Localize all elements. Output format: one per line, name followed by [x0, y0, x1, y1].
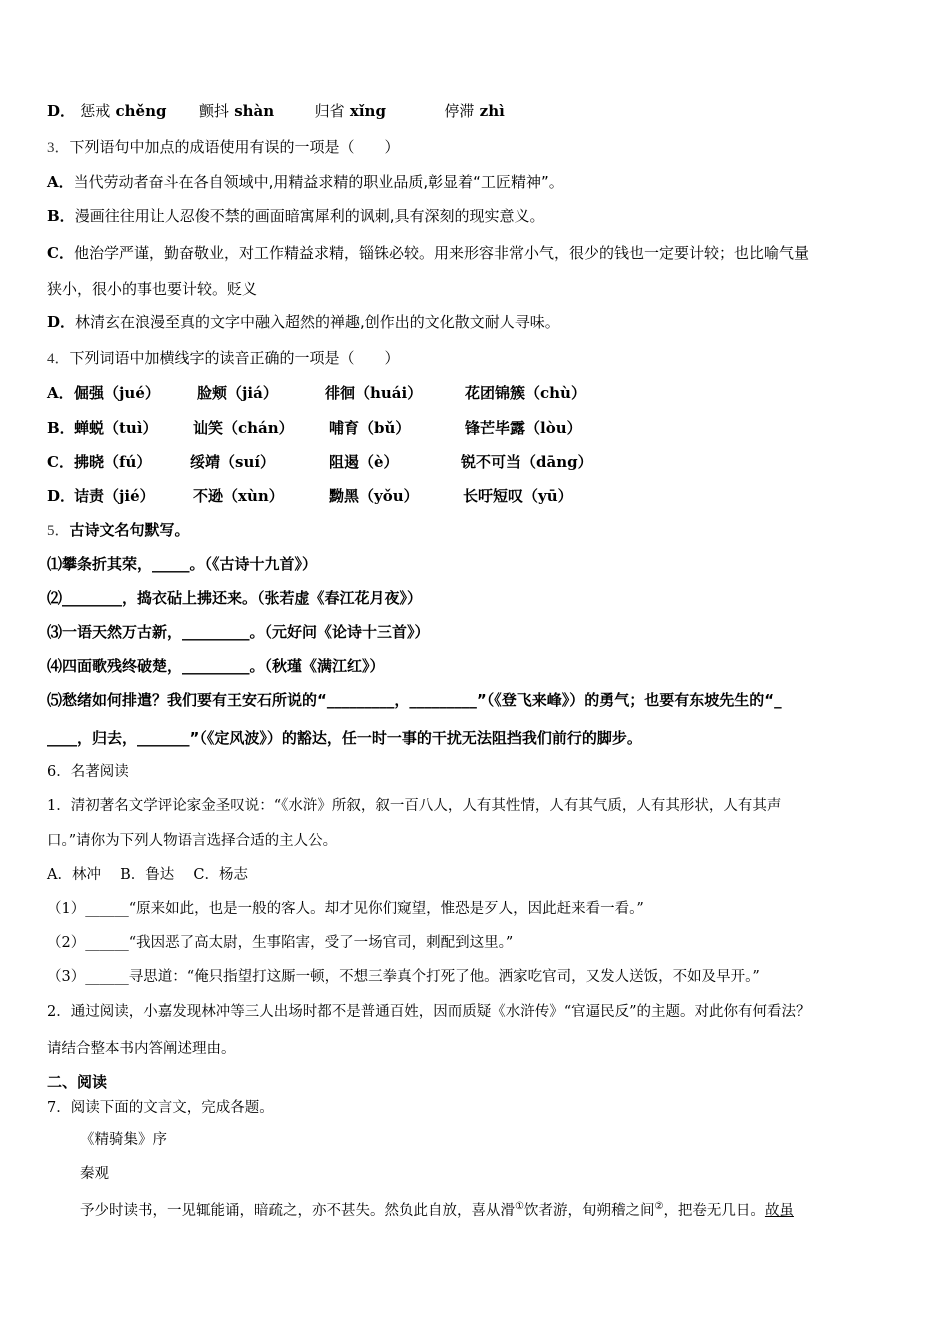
q5-item-1: ⑴攀条折其荣，_____。（《古诗十九首》） — [47, 555, 318, 573]
q4-option-a[interactable]: A． 倔强（jué） 脸颊（jiá） 徘徊（huái） 花团锦簇（chù） — [47, 384, 586, 402]
q4-option-d[interactable]: D． 诘责（jié） 不逊（xùn） 黝黑（yǒu） 长吁短叹（yū） — [47, 487, 573, 505]
q3-option-c-continued: 狭小，很小的事也要计较。贬义 — [47, 280, 258, 298]
q6-quote-3: （3）______寻思道：“俺只指望打这厮一顿，不想三拳真个打死了他。洒家吃官司，又发人送饭，不如及早开。” — [47, 969, 760, 985]
q4-option-b[interactable]: B． 蝉蜕（tuì） 讪笑（chán） 哺育（bǔ） 锋芒毕露（lòu） — [47, 419, 582, 437]
q5-item-3: ⑶一语天然万古新，_________。（元好问《论诗十三首》） — [47, 623, 430, 641]
footnote-1: ① — [515, 1201, 524, 1212]
q5-item-2: ⑵________，捣衣砧上拂还来。（张若虚《春江花月夜》） — [47, 589, 423, 607]
q6-sub1-line1: 1．清初著名文学评论家金圣叹说：“《水浒》所叙，叙一百八人，人有其性情，人有其气质，人有其形状，人有其声 — [47, 798, 782, 814]
q2-option-d: D． 惩戒 chěng 颤抖 shàn 归省 xǐng 停滞 zhì — [47, 102, 505, 120]
q5-item-5-continued: ____，归去，_______”（《定风波》）的豁达，任一时一事的干扰无法阻挡我们前行的脚步。 — [47, 729, 642, 747]
q6-quote-1: （1）______“原来如此，也是一般的客人。却才见你们窥望，惟恐是歹人，因此赶来看一看。” — [47, 901, 644, 917]
section-heading-reading: 二、阅读 — [47, 1073, 108, 1091]
q3-option-b[interactable]: B．漫画往往用让人忍俊不禁的画面暗寓犀利的讽刺,具有深刻的现实意义。 — [47, 207, 545, 225]
q6-quote-2: （2）______“我因恶了高太尉，生事陷害，受了一场官司，刺配到这里。” — [47, 935, 514, 951]
q6-stem: 6．名著阅读 — [47, 764, 129, 780]
q3-stem: 3．下列语句中加点的成语使用有误的一项是（ ） — [47, 138, 400, 156]
q7-passage-line1: 予少时读书，一见辄能诵，暗疏之，亦不甚失。然负此自放，喜从滑①饮者游，旬朔稽之间②，把卷无几日。故虽 — [80, 1201, 794, 1219]
q4-option-c[interactable]: C． 拂晓（fú） 绥靖（suí） 阻遏（è） 锐不可当（dāng） — [47, 453, 593, 471]
q3-option-d[interactable]: D．林清玄在浪漫至真的文字中融入超然的禅趣,创作出的文化散文耐人寻味。 — [47, 313, 560, 331]
q6-sub1-choices: A．林冲 B．鲁达 C．杨志 — [47, 867, 248, 883]
footnote-2: ② — [654, 1201, 664, 1212]
q5-stem: 5．古诗文名句默写。 — [47, 521, 190, 539]
q6-sub2-line1: 2．通过阅读，小嘉发现林冲等三人出场时都不是普通百姓，因而质疑《水浒传》“官逼民反”的主题。对此你有何看法？ — [47, 1004, 811, 1020]
q7-passage-title: 《精骑集》序 — [80, 1132, 167, 1148]
q3-option-c[interactable]: C．他治学严谨，勤奋敬业，对工作精益求精，锱铢必较。用来形容非常小气，很少的钱也一定要计较；也比喻气量 — [47, 244, 809, 262]
q7-stem: 7．阅读下面的文言文，完成各题。 — [47, 1100, 274, 1116]
q6-sub2-line2: 请结合整本书内答阐述理由。 — [47, 1041, 236, 1057]
q7-passage-author: 秦观 — [80, 1166, 109, 1182]
q3-option-a[interactable]: A．当代劳动者奋斗在各自领域中,用精益求精的职业品质,彰显着“工匠精神”。 — [47, 173, 564, 191]
option-label: D． — [47, 102, 76, 120]
q4-stem: 4．下列词语中加横线字的读音正确的一项是（ ） — [47, 349, 400, 367]
q5-item-5: ⑸愁绪如何排遣？我们要有王安石所说的“_________，_________”（《登飞来峰》）的勇气；也要有东坡先生的“_ — [47, 691, 782, 709]
q6-sub1-line2: 口。”请你为下列人物语言选择合适的主人公。 — [47, 833, 338, 849]
q5-item-4: ⑷四面歌残终破楚，_________。（秋瑾《满江红》） — [47, 657, 385, 675]
underlined-sentence: 故虽 — [764, 1202, 794, 1219]
